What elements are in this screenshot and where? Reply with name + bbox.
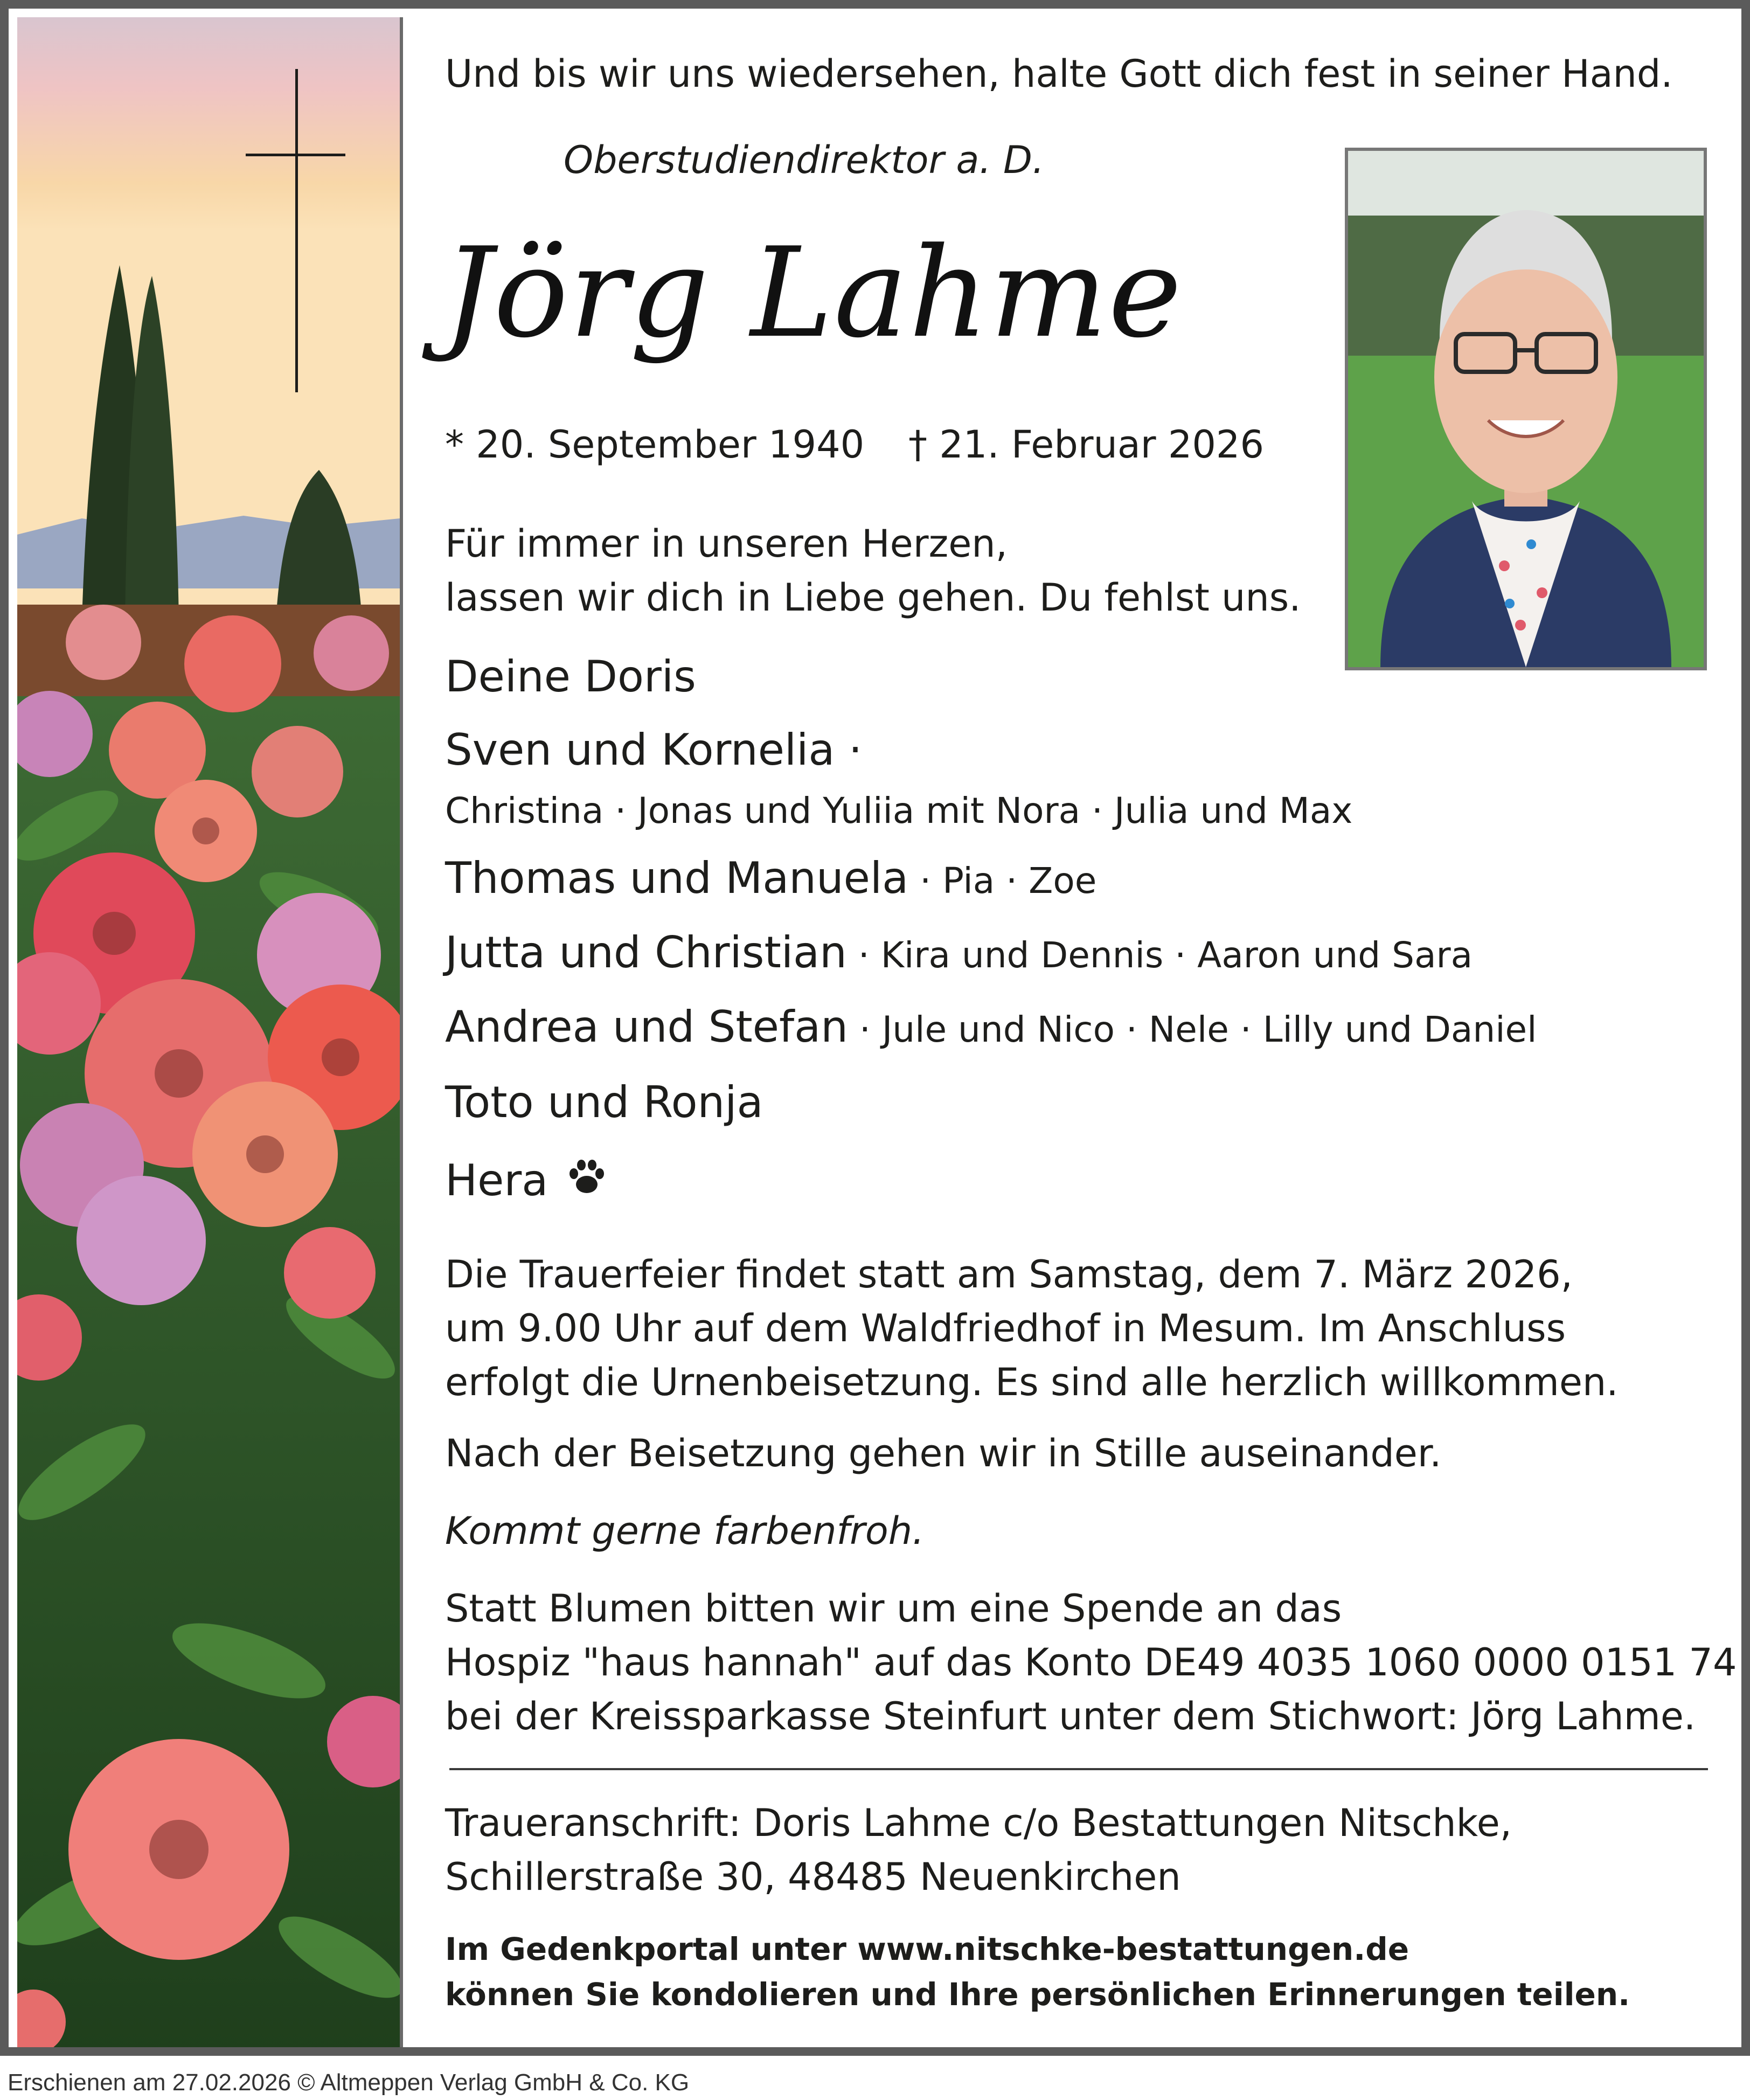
family-andrea-children: · Jule und Nico · Nele · Lilly und Daniel: [848, 1009, 1537, 1050]
family-sven-children: Christina · Jonas und Yuliia mit Nora · Julia und Max: [445, 790, 1353, 831]
family-toto: Toto und Ronja: [445, 1077, 763, 1127]
portrait-photo: [1345, 148, 1707, 670]
donation-line-1: Statt Blumen bitten wir um eine Spende an das: [445, 1586, 1342, 1631]
ceremony-line-3: erfolgt die Urnenbeisetzung. Es sind alle herzlich willkommen.: [445, 1360, 1619, 1404]
family-jutta-children: · Kira und Dennis · Aaron und Sara: [846, 934, 1473, 976]
address-line-2: Schillerstraße 30, 48485 Neuenkirchen: [445, 1855, 1181, 1899]
divider: [449, 1768, 1708, 1770]
dress-code: Kommt gerne farbenfroh.: [445, 1509, 925, 1553]
family-hera-row: [445, 1155, 608, 1205]
ceremony-line-1: Die Trauerfeier findet statt am Samstag, dem 7. März 2026,: [445, 1252, 1573, 1297]
farewell-line-2: lassen wir dich in Liebe gehen. Du fehlst uns.: [445, 576, 1301, 620]
portal-line-1: Im Gedenkportal unter www.nitschke-bestattungen.de: [445, 1931, 1409, 1967]
deceased-name: Jörg Lahme: [443, 221, 1183, 365]
family-andrea-row: [445, 1002, 1537, 1052]
cross-icon: [295, 69, 298, 392]
portal-line-2: können Sie kondolieren und Ihre persönlichen Erinnerungen teilen.: [445, 1976, 1630, 2013]
death-date: † 21. Februar 2026: [908, 422, 1264, 467]
flower-photo: [17, 17, 403, 2056]
donation-line-2: Hospiz "haus hannah" auf das Konto DE49 4035 1060 0000 0151 74: [445, 1640, 1737, 1685]
family-thomas: Thomas und Manuela: [445, 853, 909, 903]
deceased-title: Oberstudiendirektor a. D.: [564, 138, 1045, 182]
birth-date: * 20. September 1940: [445, 422, 865, 467]
family-thomas-children: · Pia · Zoe: [908, 860, 1097, 902]
address-line-1: Traueranschrift: Doris Lahme c/o Bestattungen Nitschke,: [445, 1801, 1512, 1845]
farewell-line-1: Für immer in unseren Herzen,: [445, 522, 1008, 566]
family-doris: Deine Doris: [445, 652, 696, 702]
family-sven: Sven und Kornelia ·: [445, 725, 863, 775]
motto: Und bis wir uns wiedersehen, halte Gott dich fest in seiner Hand.: [445, 52, 1673, 96]
donation-line-3: bei der Kreissparkasse Steinfurt unter dem Stichwort: Jörg Lahme.: [445, 1694, 1696, 1738]
cross-icon-bar: [246, 154, 345, 156]
family-jutta: Jutta und Christian: [445, 927, 847, 978]
family-hera: Hera: [445, 1155, 548, 1205]
publication-note: Erschienen am 27.02.2026 © Altmeppen Verlag GmbH & Co. KG: [8, 2069, 690, 2096]
paw-print-icon: [565, 1155, 608, 1198]
ceremony-line-2: um 9.00 Uhr auf dem Waldfriedhof in Mesum. Im Anschluss: [445, 1306, 1566, 1350]
ceremony-line-4: Nach der Beisetzung gehen wir in Stille auseinander.: [445, 1431, 1442, 1475]
family-thomas-row: [445, 853, 1097, 903]
family-andrea: Andrea und Stefan: [445, 1002, 848, 1052]
family-jutta-row: [445, 927, 1473, 978]
